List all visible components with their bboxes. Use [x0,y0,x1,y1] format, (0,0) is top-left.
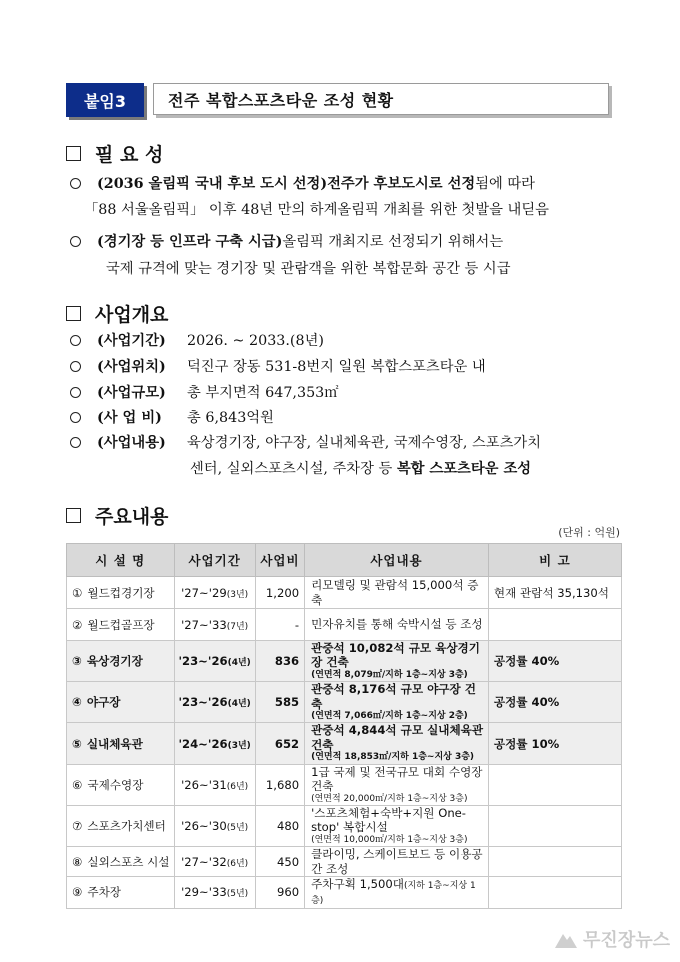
overview-content [70,432,541,452]
row-note: 공정률 10% [488,723,621,764]
need-b1-mid: 전주가 후보도시로 선정 [327,176,476,192]
row-period-cell [174,609,255,641]
row-desc: 민자유치를 통해 숙박시설 등 조성 [311,617,483,632]
row-note [488,877,621,909]
row-name-cell [67,805,175,846]
overview-content-value-2-bold: 복합 스포츠타운 조성 [396,461,532,477]
row-desc: '스포츠체험+숙박+지원 One-stop' 복합시설 [311,805,466,835]
row-years: (5년) [226,822,249,833]
overview-cost-label: (사 업 비) [97,410,162,426]
circle-bullet-icon [70,361,81,372]
row-name: 주차장 [87,885,122,900]
section-overview-title: 사업개요 [95,304,169,326]
row-desc-cell [305,805,489,846]
attachment-tag: 붙임3 [66,83,144,117]
circle-bullet-icon [70,437,81,448]
row-name-cell [67,764,175,805]
need-b1-prefix: (2036 올림픽 국내 후보 도시 선정) [97,176,328,192]
row-name: 스포츠가치센터 [87,818,166,833]
overview-period-value: 2026. ~ 2033.(8년) [187,333,324,349]
row-period: '24~'26 [178,736,228,751]
row-desc-cell [305,609,489,641]
row-desc: 주차구획 1,500대 [311,877,404,892]
section-need-title: 필 요 성 [95,144,164,166]
row-note: 공정률 40% [488,641,621,682]
overview-content-line2 [190,458,531,478]
row-name-cell [67,577,175,609]
col-header-note: 비 고 [488,544,621,577]
row-name: 육상경기장 [86,654,143,669]
row-desc: 클라이밍, 스케이트보드 등 이용공간 조성 [311,847,483,876]
row-desc-cell [305,682,489,723]
row-desc-sub: (연면적 18,853㎡/지하 1층~지상 3층) [311,752,475,763]
need-bullet-1 [70,173,535,193]
table-header-row [67,544,622,577]
row-cost: 1,680 [255,764,304,805]
row-period: '23~'26 [178,654,228,669]
row-years: (5년) [226,889,249,900]
row-desc-cell [305,641,489,682]
table-row [67,805,622,846]
table-row [67,641,622,682]
table-row [67,764,622,805]
row-cost: 480 [255,805,304,846]
row-desc-cell [305,723,489,764]
section-need-heading [66,140,163,167]
row-period-cell [174,877,255,909]
need-b1-line2: 「88 서울올림픽」 이후 48년 만의 하계올림픽 개최를 위한 첫발을 내딛음 [84,202,549,218]
row-desc-inline: (지하 1층~지상 1층) [311,881,476,907]
row-period-cell [174,641,255,682]
row-cost: 1,200 [255,577,304,609]
col-header-cost: 사업비 [255,544,304,577]
row-desc: 관중석 8,176석 규모 야구장 건축 [311,682,476,711]
row-desc: 1급 국제 및 전국규모 대회 수영장 건축 [311,764,483,794]
row-cost: 652 [255,723,304,764]
need-b2-line2: 국제 규격에 맞는 경기장 및 관람객을 위한 복합문화 공간 등 시급 [106,261,511,277]
row-number: ④ [72,695,82,710]
col-header-period: 사업기간 [174,544,255,577]
row-years: (4년) [227,658,251,669]
row-number: ⑦ [72,818,83,833]
table-row [67,609,622,641]
row-number: ③ [72,654,82,669]
overview-location [70,356,486,376]
section-main-heading [66,502,168,529]
row-desc: 관중석 4,844석 규모 실내체육관 건축 [311,723,484,752]
row-cost: 585 [255,682,304,723]
facility-table [66,543,622,909]
row-name-cell [67,609,175,641]
row-note [488,805,621,846]
overview-location-value: 덕진구 장동 531-8번지 일원 복합스포츠타운 내 [187,359,486,375]
row-number: ⑥ [72,777,83,792]
row-desc-cell [305,877,489,909]
row-number: ⑧ [72,854,83,869]
row-desc: 관중석 10,082석 규모 육상경기장 건축 [311,641,480,670]
section-main-title: 주요내용 [95,506,169,528]
overview-cost [70,407,274,427]
row-period-cell [174,577,255,609]
row-name: 실내체육관 [86,736,143,751]
row-note [488,609,621,641]
row-cost: - [255,609,304,641]
row-period: '27~'29 [181,585,227,600]
row-name-cell [67,641,175,682]
square-bullet-icon [66,508,81,523]
need-b1-post: 됨에 따라 [475,176,535,192]
row-period-cell [174,805,255,846]
row-desc-cell [305,764,489,805]
overview-content-label: (사업내용) [97,435,166,451]
overview-content-value-2: 센터, 실외스포츠시설, 주차장 등 [190,461,397,477]
row-period: '27~'32 [181,854,227,869]
row-name-cell [67,723,175,764]
mountain-logo-icon [555,929,577,949]
watermark-text: 무진장뉴스 [583,930,670,951]
row-desc-sub: (연면적 10,000㎡/지하 1층~지상 3층) [311,834,468,845]
square-bullet-icon [66,306,81,321]
section-overview-heading [66,300,168,327]
row-desc-cell [305,847,489,877]
row-cost: 836 [255,641,304,682]
row-years: (6년) [226,858,249,869]
row-years: (3년) [226,589,249,600]
row-name: 실외스포츠 시설 [87,854,170,869]
table-row [67,877,622,909]
overview-location-label: (사업위치) [97,359,166,375]
row-name: 야구장 [86,695,121,710]
row-number: ⑤ [72,736,82,751]
row-name: 월드컵골프장 [87,617,155,632]
square-bullet-icon [66,146,81,161]
row-note: 공정률 40% [488,682,621,723]
row-desc-cell [305,577,489,609]
circle-bullet-icon [70,412,81,423]
table-row [67,723,622,764]
overview-period-label: (사업기간) [97,333,166,349]
col-header-desc: 사업내용 [305,544,489,577]
table-row [67,682,622,723]
watermark [555,926,670,952]
row-name-cell [67,847,175,877]
row-years: (3년) [227,740,251,751]
need-bullet-2 [70,231,503,251]
row-number: ① [72,585,83,600]
row-period-cell [174,723,255,764]
row-note: 현재 관람석 35,130석 [488,577,621,609]
row-name-cell [67,682,175,723]
row-period: '23~'26 [178,695,228,710]
overview-scale [70,382,339,402]
overview-period [70,330,324,350]
circle-bullet-icon [70,335,81,346]
circle-bullet-icon [70,236,81,247]
row-number: ② [72,617,83,632]
unit-label: (단위 : 억원) [558,526,620,539]
overview-cost-value: 총 6,843억원 [187,410,274,426]
row-period: '26~'31 [181,777,227,792]
need-b2-post: 올림픽 개최지로 선정되기 위해서는 [282,234,504,250]
overview-scale-value: 총 부지면적 647,353㎡ [187,385,339,401]
table-row [67,577,622,609]
row-period: '29~'33 [181,885,227,900]
row-period: '26~'30 [181,818,227,833]
row-name-cell [67,877,175,909]
row-period-cell [174,682,255,723]
row-cost: 960 [255,877,304,909]
col-header-name: 시 설 명 [67,544,175,577]
row-desc: 리모델링 및 관람석 15,000석 증축 [311,578,479,607]
overview-content-value-1: 육상경기장, 야구장, 실내체육관, 국제수영장, 스포츠가치 [187,435,542,451]
page-title: 전주 복합스포츠타운 조성 현황 [153,83,609,115]
row-desc-sub: (연면적 7,066㎡/지하 1층~지상 2층) [311,711,468,722]
row-years: (6년) [226,781,249,792]
row-note [488,764,621,805]
row-desc-sub: (연면적 8,079㎡/지하 1층~지상 3층) [311,669,468,680]
row-cost: 450 [255,847,304,877]
row-number: ⑨ [72,885,83,900]
row-period: '27~'33 [181,617,227,632]
row-name: 국제수영장 [87,777,144,792]
row-period-cell [174,847,255,877]
need-b2-prefix: (경기장 등 인프라 구축 시급) [97,234,283,250]
circle-bullet-icon [70,387,81,398]
row-years: (4년) [227,699,251,710]
row-name: 월드컵경기장 [87,585,155,600]
circle-bullet-icon [70,178,81,189]
overview-scale-label: (사업규모) [97,385,166,401]
row-years: (7년) [226,621,249,632]
table-row [67,847,622,877]
row-period-cell [174,764,255,805]
row-note [488,847,621,877]
row-desc-sub: (연면적 20,000㎡/지하 1층~지상 3층) [311,793,468,804]
